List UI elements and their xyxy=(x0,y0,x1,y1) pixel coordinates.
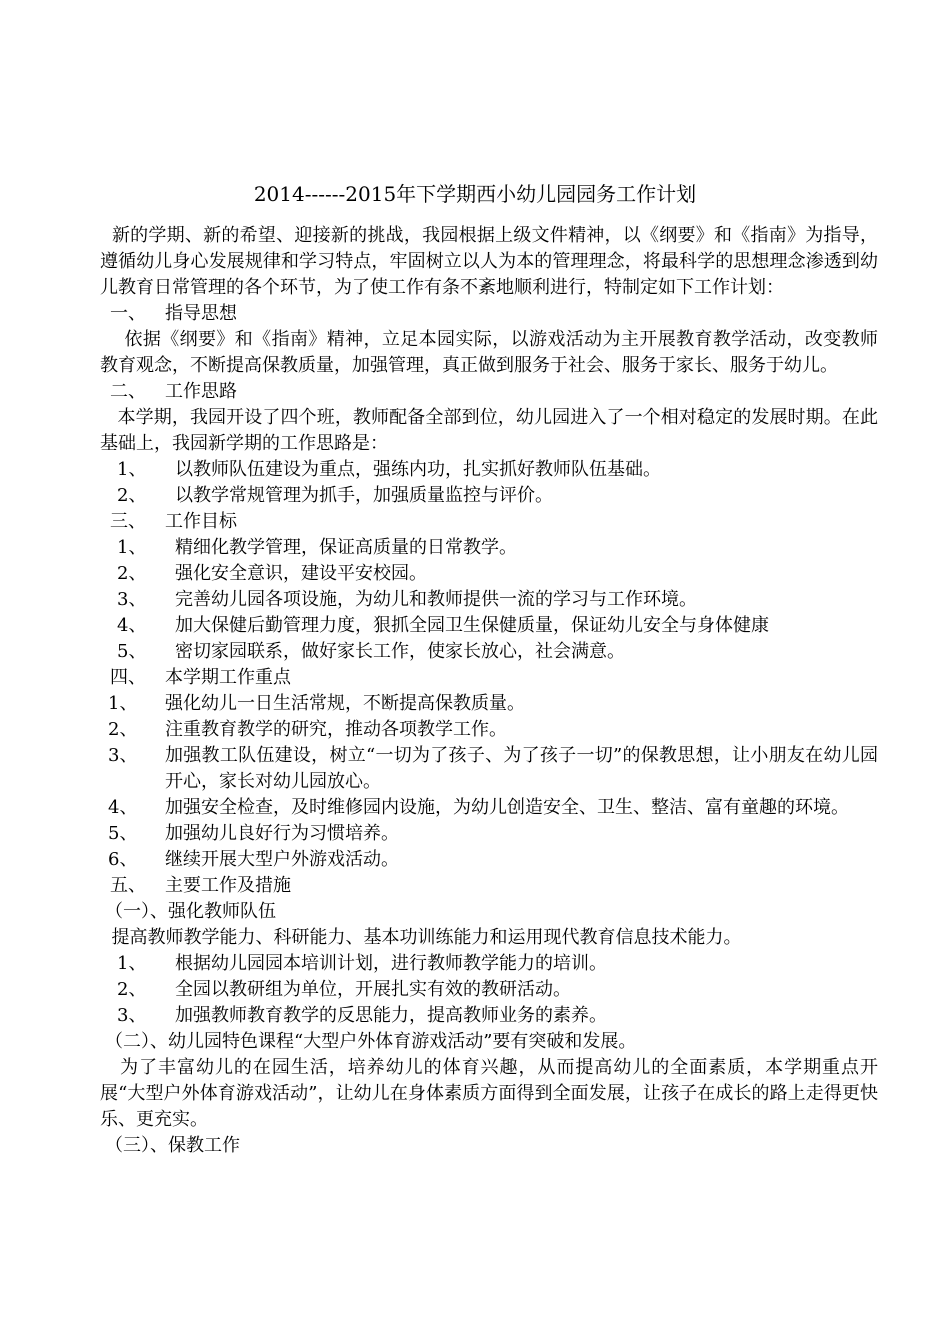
section-1-text: 依据《纲要》和《指南》精神，立足本园实际，以游戏活动为主开展教育教学活动，改变教师教育观念，不断提高保教质量，加强管理，真正做到服务于社会、服务于家长、服务于幼儿。 xyxy=(100,329,879,376)
list-item: 3、 完善幼儿园各项设施，为幼儿和教师提供一流的学习与工作环境。 xyxy=(117,589,697,610)
list-item: 3、 加强教师教育教学的反思能力，提高教师业务的素养。 xyxy=(117,1005,607,1026)
subsection-2-text: 为了丰富幼儿的在园生活，培养幼儿的体育兴趣，从而提高幼儿的全面素质，本学期重点开展“大型户外体育游戏活动”，让幼儿在身体素质方面得到全面发展，让孩子在成长的路上走得更快乐、更充实。 xyxy=(100,1057,879,1130)
subsection-2-heading: （二）、幼儿园特色课程“大型户外体育游戏活动”要有突破和发展。 xyxy=(105,1031,637,1052)
section-3-heading: 三、 工作目标 xyxy=(110,511,237,532)
subsection-1-heading: （一）、强化教师队伍 xyxy=(105,901,276,922)
section-2-heading: 二、 工作思路 xyxy=(110,381,237,402)
list-item: 6、 继续开展大型户外游戏活动。 xyxy=(108,849,399,870)
list-item: 2、 强化安全意识，建设平安校园。 xyxy=(117,563,427,584)
list-item: 1、 根据幼儿园园本培训计划，进行教师教学能力的培训。 xyxy=(117,953,607,974)
list-item: 2、 注重教育教学的研究，推动各项教学工作。 xyxy=(108,719,507,740)
document-title: 2014------2015年下学期西小幼儿园园务工作计划 xyxy=(253,182,697,206)
list-item: 4、 加大保健后勤管理力度，狠抓全园卫生保健质量，保证幼儿安全与身体健康 xyxy=(117,615,769,636)
list-item: 2、 以教学常规管理为抓手，加强质量监控与评价。 xyxy=(117,485,553,506)
subsection-3-heading: （三）、保教工作 xyxy=(105,1135,240,1156)
list-item: 3、 加强教工队伍建设，树立“一切为了孩子、为了孩子一切”的保教思想，让小朋友在幼儿园开心，家长对幼儿园放心。 xyxy=(108,745,878,792)
list-item: 5、 加强幼儿良好行为习惯培养。 xyxy=(108,823,399,844)
list-item: 1、 以教师队伍建设为重点，强练内功，扎实抓好教师队伍基础。 xyxy=(117,459,661,480)
document-body xyxy=(100,223,878,1159)
list-item: 1、 精细化教学管理，保证高质量的日常教学。 xyxy=(117,537,517,558)
section-1-heading: 一、 指导思想 xyxy=(110,303,237,324)
intro-paragraph: 新的学期、新的希望、迎接新的挑战，我园根据上级文件精神，以《纲要》和《指南》为指导，遵循幼儿身心发展规律和学习特点，牢固树立以人为本的管理理念，将最科学的思想理念渗透到幼儿教育日常管理的各个环节，为了使工作有条不紊地顺利进行，特制定如下工作计划： xyxy=(100,225,878,298)
list-item: 4、 加强安全检查，及时维修园内设施，为幼儿创造安全、卫生、整洁、富有童趣的环境。 xyxy=(108,797,849,818)
section-5-heading: 五、 主要工作及措施 xyxy=(110,875,291,896)
list-item: 5、 密切家园联系，做好家长工作，使家长放心，社会满意。 xyxy=(117,641,625,662)
section-2-text: 本学期，我园开设了四个班，教师配备全部到位，幼儿园进入了一个相对稳定的发展时期。在此基础上，我园新学期的工作思路是： xyxy=(100,407,878,454)
subsection-1-text: 提高教师教学能力、科研能力、基本功训练能力和运用现代教育信息技术能力。 xyxy=(111,927,742,948)
list-item: 1、 强化幼儿一日生活常规，不断提高保教质量。 xyxy=(108,693,525,714)
list-item: 2、 全园以教研组为单位，开展扎实有效的教研活动。 xyxy=(117,979,571,1000)
section-4-heading: 四、 本学期工作重点 xyxy=(110,667,291,688)
